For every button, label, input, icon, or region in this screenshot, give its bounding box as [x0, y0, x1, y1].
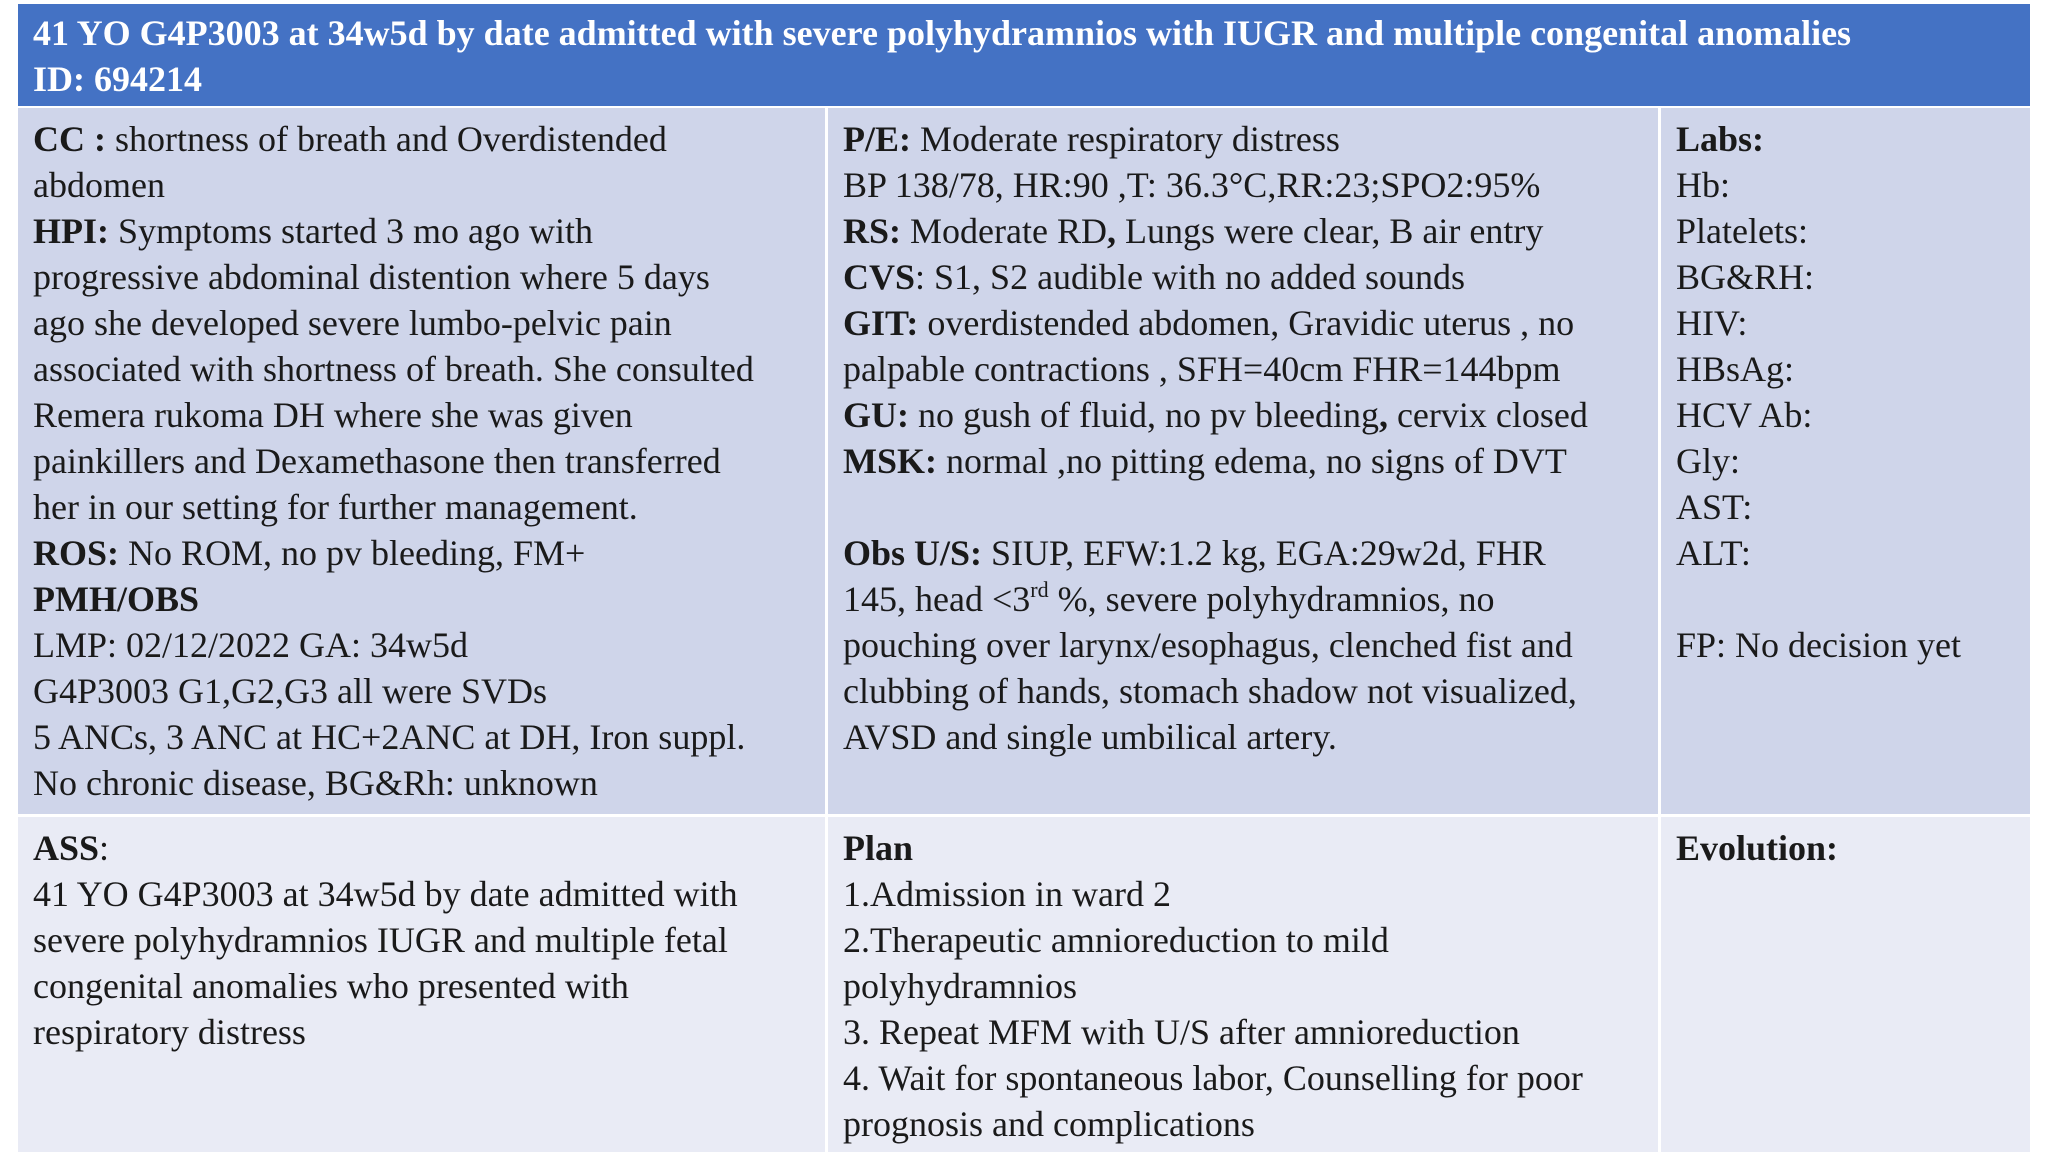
- lab-item: ALT:: [1676, 533, 1751, 573]
- plan-item: 3. Repeat MFM with U/S after amnioreduction: [843, 1012, 1520, 1052]
- lab-item: Gly:: [1676, 441, 1741, 481]
- assessment-cell: [18, 817, 825, 1152]
- hpi-line: her in our setting for further management.: [33, 487, 638, 527]
- hpi-line: associated with shortness of breath. She consulted: [33, 349, 754, 389]
- rs-text-cont: Lungs were clear, B air entry: [1115, 211, 1544, 251]
- gu-exam: [843, 392, 1644, 438]
- family-planning: FP: No decision yet: [1676, 625, 1961, 665]
- spacer: [843, 484, 1644, 530]
- msk-label: MSK:: [843, 441, 937, 481]
- pmh-line: LMP: 02/12/2022 GA: 34w5d: [33, 625, 469, 665]
- hpi-label: HPI:: [33, 211, 109, 251]
- cc-text: shortness of breath and Overdistended: [105, 119, 667, 159]
- gu-comma: ,: [1378, 395, 1388, 435]
- obs-us-line: pouching over larynx/esophagus, clenched fist and: [843, 625, 1573, 665]
- labs-label: Labs:: [1676, 119, 1765, 159]
- hpi-line: ago she developed severe lumbo-pelvic pain: [33, 303, 672, 343]
- assessment-line: congenital anomalies who presented with: [33, 966, 629, 1006]
- obs-us-label: Obs U/S:: [843, 533, 983, 573]
- pmh-obs-heading: [33, 576, 811, 622]
- pmh-line: 5 ANCs, 3 ANC at HC+2ANC at DH, Iron suppl.: [33, 717, 746, 757]
- cc-label: CC :: [33, 119, 106, 159]
- lab-item: BG&RH:: [1676, 257, 1815, 297]
- spacer: [1676, 576, 2016, 622]
- obs-us-line: [843, 576, 1644, 622]
- assessment-line: severe polyhydramnios IUGR and multiple fetal: [33, 920, 728, 960]
- case-title: 41 YO G4P3003 at 34w5d by date admitted with severe polyhydramnios with IUGR and multiple congenital anomalies: [33, 13, 1852, 53]
- hpi: [33, 208, 811, 254]
- case-table: [18, 108, 2030, 1152]
- plan-cell: [828, 817, 1658, 1152]
- cvs-label: CVS: [843, 257, 916, 297]
- gu-text: no gush of fluid, no pv bleeding: [909, 395, 1379, 435]
- ros-text: No ROM, no pv bleeding, FM+: [119, 533, 586, 573]
- pmh-line: G4P3003 G1,G2,G3 all were SVDs: [33, 671, 547, 711]
- plan-item: 4. Wait for spontaneous labor, Counselling for poor: [843, 1058, 1583, 1098]
- cvs-text: : S1, S2 audible with no added sounds: [915, 257, 1466, 297]
- cc-text-cont: abdomen: [33, 165, 165, 205]
- gu-label: GU:: [843, 395, 909, 435]
- chief-complaint: [33, 116, 811, 162]
- pmh-label: PMH/OBS: [33, 579, 200, 619]
- labs-cell: [1661, 108, 2030, 814]
- hpi-line: progressive abdominal distention where 5 days: [33, 257, 710, 297]
- git-label: GIT:: [843, 303, 919, 343]
- evolution-label: Evolution:: [1676, 828, 1839, 868]
- obs-us-text-b: %, severe polyhydramnios, no: [1048, 579, 1495, 619]
- pe-text: Moderate respiratory distress: [911, 119, 1340, 159]
- plan-item-cont: polyhydramnios: [843, 966, 1077, 1006]
- respiratory-exam: [843, 208, 1644, 254]
- obs-us-text-a: 145, head <3: [843, 579, 1031, 619]
- plan-item: 1.Admission in ward 2: [843, 874, 1171, 914]
- evolution-cell: [1661, 817, 2030, 1152]
- plan-label: Plan: [843, 828, 914, 868]
- pe-label: P/E:: [843, 119, 911, 159]
- hpi-line: painkillers and Dexamethasone then transferred: [33, 441, 721, 481]
- ordinal-superscript: rd: [1030, 577, 1049, 602]
- plan-item-cont: prognosis and complications: [843, 1104, 1255, 1144]
- git-text: overdistended abdomen, Gravidic uterus , no: [918, 303, 1575, 343]
- ros-label: ROS:: [33, 533, 120, 573]
- assessment-label: ASS: [33, 828, 100, 868]
- lab-item: HCV Ab:: [1676, 395, 1813, 435]
- gu-text-cont: cervix closed: [1387, 395, 1588, 435]
- history-cell: [18, 108, 825, 814]
- rs-text: Moderate RD: [901, 211, 1107, 251]
- lab-item: Platelets:: [1676, 211, 1808, 251]
- labs-heading: [1676, 116, 2016, 162]
- obstetric-ultrasound: [843, 530, 1644, 576]
- lab-item: Hb:: [1676, 165, 1730, 205]
- physical-exam: [843, 116, 1644, 162]
- lab-item: AST:: [1676, 487, 1753, 527]
- evolution-heading: [1676, 825, 2016, 871]
- obs-us-line: clubbing of hands, stomach shadow not visualized,: [843, 671, 1577, 711]
- gi-exam: [843, 300, 1644, 346]
- plan-item: 2.Therapeutic amnioreduction to mild: [843, 920, 1389, 960]
- assessment-colon: :: [99, 828, 110, 868]
- vital-signs: BP 138/78, HR:90 ,T: 36.3°C,RR:23;SPO2:95%: [843, 165, 1541, 205]
- obs-us-text: SIUP, EFW:1.2 kg, EGA:29w2d, FHR: [982, 533, 1546, 573]
- assessment-line: respiratory distress: [33, 1012, 306, 1052]
- cardiovascular-exam: [843, 254, 1644, 300]
- msk-exam: [843, 438, 1644, 484]
- lab-item: HBsAg:: [1676, 349, 1795, 389]
- hpi-text: Symptoms started 3 mo ago with: [109, 211, 593, 251]
- git-text-cont: palpable contractions , SFH=40cm FHR=144bpm: [843, 349, 1561, 389]
- rs-label: RS:: [843, 211, 902, 251]
- hpi-line: Remera rukoma DH where she was given: [33, 395, 633, 435]
- review-of-systems: [33, 530, 811, 576]
- msk-text: normal ,no pitting edema, no signs of DVT: [937, 441, 1567, 481]
- pmh-line: No chronic disease, BG&Rh: unknown: [33, 763, 598, 803]
- case-title-banner: [18, 4, 2030, 106]
- lab-item: HIV:: [1676, 303, 1748, 343]
- exam-cell: [828, 108, 1658, 814]
- rs-comma: ,: [1106, 211, 1116, 251]
- assessment-line: 41 YO G4P3003 at 34w5d by date admitted with: [33, 874, 738, 914]
- plan-heading: [843, 825, 1644, 871]
- slide: [18, 0, 2030, 1152]
- assessment-heading: [33, 825, 811, 871]
- patient-id: ID: 694214: [33, 59, 202, 99]
- obs-us-line: AVSD and single umbilical artery.: [843, 717, 1337, 757]
